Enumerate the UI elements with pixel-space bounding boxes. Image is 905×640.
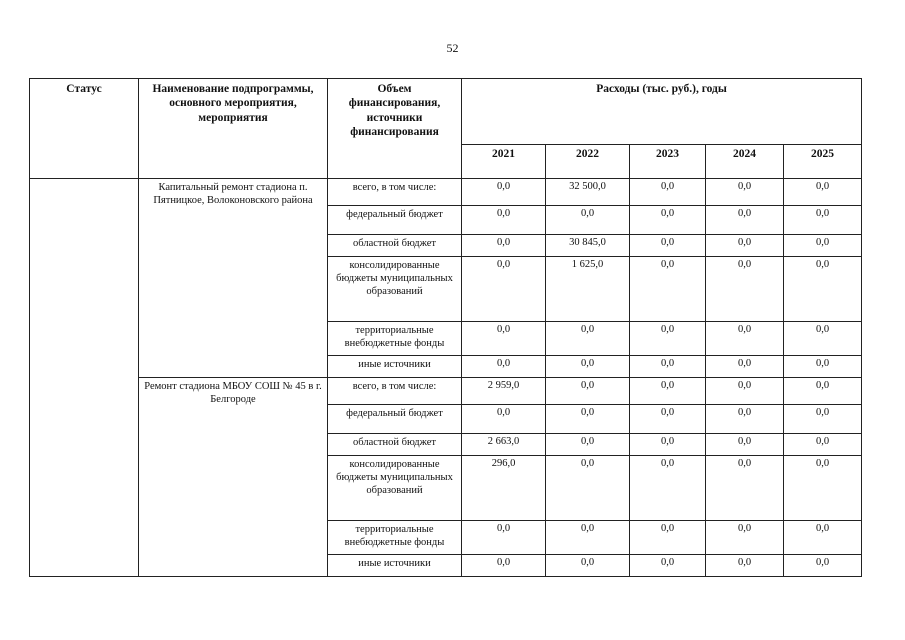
amount-cell: 0,0 bbox=[784, 521, 862, 555]
table-row bbox=[30, 378, 862, 405]
amount-cell: 1 625,0 bbox=[546, 257, 630, 322]
year-header: 2023 bbox=[630, 145, 706, 179]
funding-source: федеральный бюджет bbox=[328, 405, 462, 434]
amount-cell: 0,0 bbox=[462, 206, 546, 235]
amount-cell: 0,0 bbox=[630, 322, 706, 356]
amount-cell: 0,0 bbox=[706, 405, 784, 434]
amount-cell: 0,0 bbox=[630, 434, 706, 456]
amount-cell: 0,0 bbox=[462, 521, 546, 555]
measure-name: Капитальный ремонт стадиона п. Пятницкое, Волоконовского района bbox=[139, 179, 328, 378]
header-row bbox=[30, 79, 862, 145]
amount-cell: 0,0 bbox=[546, 322, 630, 356]
amount-cell: 0,0 bbox=[462, 356, 546, 378]
table-body bbox=[30, 179, 862, 577]
amount-cell: 0,0 bbox=[630, 521, 706, 555]
funding-source: всего, в том числе: bbox=[328, 378, 462, 405]
amount-cell: 0,0 bbox=[630, 456, 706, 521]
amount-cell: 0,0 bbox=[462, 555, 546, 577]
funding-source: областной бюджет bbox=[328, 434, 462, 456]
amount-cell: 0,0 bbox=[706, 257, 784, 322]
amount-cell: 0,0 bbox=[546, 555, 630, 577]
funding-source: федеральный бюджет bbox=[328, 206, 462, 235]
budget-table bbox=[29, 78, 862, 577]
amount-cell: 0,0 bbox=[706, 434, 784, 456]
amount-cell: 0,0 bbox=[784, 257, 862, 322]
funding-source: консолидированные бюджеты муниципальных образований bbox=[328, 257, 462, 322]
amount-cell: 0,0 bbox=[546, 206, 630, 235]
page-number: 52 bbox=[446, 41, 459, 55]
funding-source: консолидированные бюджеты муниципальных образований bbox=[328, 456, 462, 521]
amount-cell: 0,0 bbox=[630, 555, 706, 577]
amount-cell: 0,0 bbox=[706, 456, 784, 521]
amount-cell: 0,0 bbox=[630, 405, 706, 434]
year-header: 2021 bbox=[462, 145, 546, 179]
year-header: 2024 bbox=[706, 145, 784, 179]
measure-name: Ремонт стадиона МБОУ СОШ № 45 в г. Белгороде bbox=[139, 378, 328, 577]
amount-cell: 32 500,0 bbox=[546, 179, 630, 206]
amount-cell: 2 663,0 bbox=[462, 434, 546, 456]
amount-cell: 0,0 bbox=[784, 434, 862, 456]
amount-cell: 0,0 bbox=[462, 179, 546, 206]
status-cell bbox=[30, 179, 139, 577]
amount-cell: 0,0 bbox=[462, 322, 546, 356]
amount-cell: 0,0 bbox=[630, 257, 706, 322]
funding-source: территориальные внебюджетные фонды bbox=[328, 322, 462, 356]
amount-cell: 0,0 bbox=[546, 378, 630, 405]
header-status: Статус bbox=[30, 79, 139, 179]
amount-cell: 0,0 bbox=[546, 405, 630, 434]
funding-source: иные источники bbox=[328, 356, 462, 378]
amount-cell: 0,0 bbox=[630, 179, 706, 206]
amount-cell: 0,0 bbox=[706, 356, 784, 378]
table-row bbox=[30, 179, 862, 206]
amount-cell: 0,0 bbox=[706, 179, 784, 206]
amount-cell: 0,0 bbox=[462, 257, 546, 322]
funding-source: территориальные внебюджетные фонды bbox=[328, 521, 462, 555]
amount-cell: 0,0 bbox=[784, 322, 862, 356]
amount-cell: 0,0 bbox=[784, 555, 862, 577]
amount-cell: 0,0 bbox=[784, 235, 862, 257]
amount-cell: 0,0 bbox=[546, 456, 630, 521]
amount-cell: 0,0 bbox=[546, 434, 630, 456]
amount-cell: 0,0 bbox=[546, 521, 630, 555]
amount-cell: 0,0 bbox=[630, 235, 706, 257]
year-header: 2022 bbox=[546, 145, 630, 179]
year-header: 2025 bbox=[784, 145, 862, 179]
amount-cell: 0,0 bbox=[462, 405, 546, 434]
amount-cell: 0,0 bbox=[706, 235, 784, 257]
amount-cell: 30 845,0 bbox=[546, 235, 630, 257]
amount-cell: 0,0 bbox=[706, 206, 784, 235]
header-volume: Объем финансирования, источники финансирования bbox=[328, 79, 462, 179]
amount-cell: 0,0 bbox=[706, 322, 784, 356]
amount-cell: 0,0 bbox=[630, 356, 706, 378]
header-expenses: Расходы (тыс. руб.), годы bbox=[462, 79, 862, 145]
amount-cell: 0,0 bbox=[784, 378, 862, 405]
amount-cell: 0,0 bbox=[630, 206, 706, 235]
amount-cell: 0,0 bbox=[630, 378, 706, 405]
amount-cell: 296,0 bbox=[462, 456, 546, 521]
amount-cell: 0,0 bbox=[706, 555, 784, 577]
amount-cell: 0,0 bbox=[784, 405, 862, 434]
amount-cell: 0,0 bbox=[546, 356, 630, 378]
amount-cell: 2 959,0 bbox=[462, 378, 546, 405]
amount-cell: 0,0 bbox=[706, 378, 784, 405]
funding-source: всего, в том числе: bbox=[328, 179, 462, 206]
funding-source: иные источники bbox=[328, 555, 462, 577]
amount-cell: 0,0 bbox=[784, 456, 862, 521]
amount-cell: 0,0 bbox=[784, 179, 862, 206]
funding-source: областной бюджет bbox=[328, 235, 462, 257]
amount-cell: 0,0 bbox=[784, 356, 862, 378]
amount-cell: 0,0 bbox=[706, 521, 784, 555]
amount-cell: 0,0 bbox=[784, 206, 862, 235]
amount-cell: 0,0 bbox=[462, 235, 546, 257]
header-name: Наименование подпрограммы, основного мероприятия, мероприятия bbox=[139, 79, 328, 179]
